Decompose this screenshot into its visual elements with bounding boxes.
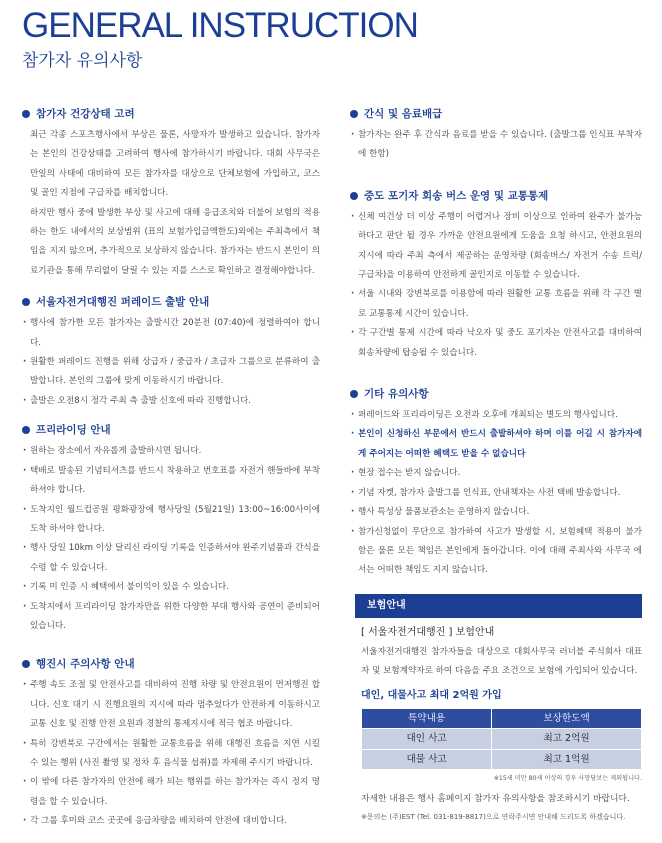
insurance-contact: ※문의는 (주)EST (Tel. 031-819-8817)으로 연락주시면 안내해 드리도록 하겠습니다. [361, 813, 626, 822]
parade-list [22, 314, 320, 411]
paragraph: 최근 각종 스포츠행사에서 부상은 물론, 사망자가 발생하고 있습니다. 참가자는 본인의 건강상태를 고려하여 행사에 참가하시기 바랍니다. 대회 사무국은 만일의 사태에 대비하여 모든 참가자를 대상으로 단체보험에 가입하고, 코스 및 골인 지점에 구급차를 배치합니다. [30, 130, 320, 199]
list-item: · 행사 당일 10km 이상 달리신 라이딩 기록을 인증하셔야 완주기념품과 간식을 수령 할 수 있습니다. [22, 539, 320, 578]
section-heading-health [22, 104, 320, 124]
insurance-section [355, 594, 642, 825]
paragraph: 하지만 행사 중에 발생한 부상 및 사고에 대해 응급조치와 더불어 보험의 적용 하는 한도 내에서의 보상범위 (표의 보험가입금액한도)외에는 주최측에서 책임을 지지 않으며, 추가적으로 보상하지 않습니다. 참가자는 반드시 본인이 의료기관을 통해 무리없이 달릴 수 있는 지를 스스로 확인하고 결정해야합니다. [30, 207, 320, 276]
table-cell: 최고 1억원 [492, 749, 642, 769]
return-bus-list [350, 208, 642, 363]
right-column [350, 104, 642, 581]
list-item: · 도착지에서 프리라이딩 참가자만을 위한 다양한 부대 행사와 공연이 준비되어 있습니다. [22, 598, 320, 637]
page-subtitle: 참가자 유의사항 [22, 51, 143, 71]
bullet-dot-icon [350, 390, 358, 398]
list-item: · 행사 특성상 물품보관소는 운영하지 않습니다. [350, 503, 642, 522]
march-caution-list [22, 676, 320, 831]
section-heading-snacks [350, 104, 642, 124]
section-heading-text: 참가자 건강상태 고려 [36, 108, 135, 120]
insurance-more-info: 자세한 내용은 행사 홈페이지 참가자 유의사항을 참조하시기 바랍니다. [361, 794, 630, 805]
table-row [362, 749, 642, 769]
insurance-note: ※15세 미만 80세 이상의 경우 사망담보는 제외됩니다. [493, 775, 642, 783]
list-item: · 주행 속도 조절 및 안전사고를 대비하여 진행 차량 및 안전요원이 먼저행진 합니다. 신호 대기 시 진행요원의 지시에 따라 멈추었다가 안전하게 이동하시고 교통 신호 및 진행 안전 요원과 경찰의 통제지시에 적극 협조 바랍니다. [22, 676, 320, 734]
list-item: · 참가자는 완주 후 간식과 음료를 받을 수 있습니다. (출발그룹 인식표 부착자에 한함) [350, 126, 642, 165]
table-header-cell: 특약내용 [362, 708, 492, 728]
list-item: · 퍼레이드와 프리라이딩은 오전과 오후에 개최되는 별도의 행사입니다. [350, 406, 642, 425]
section-heading-text: 간식 및 음료배급 [364, 108, 443, 120]
list-item: · 원하는 장소에서 자유롭게 출발하시면 됩니다. [22, 442, 320, 461]
list-item: · 이 밖에 다른 참가자의 안전에 해가 되는 행위를 하는 참가자는 즉시 정지 명령을 할 수 있습니다. [22, 773, 320, 812]
table-cell: 대물 사고 [362, 749, 492, 769]
list-item: · 출발은 오전8시 정각 주최 측 출발 신호에 따라 진행합니다. [22, 392, 320, 411]
table-header-row [362, 708, 642, 728]
insurance-table [361, 708, 642, 770]
section-heading-text: 기타 유의사항 [364, 388, 429, 401]
insurance-subtitle: [ 서울자전거대행진 ] 보험안내 [361, 627, 495, 638]
list-item: · 신체 여건상 더 이상 주행이 어렵거나 장비 이상으로 인하여 완주가 불가능 하다고 판단 될 경우 가까운 안전요원에게 도움을 요청 하시고, 안전요원의 지시에 따라 주최 측에서 제공하는 운영차량 (회송버스/ 자전거 수송 트럭/ 구급차)을 이용하여 안전하게 골인지로 이동할 수 있습니다. [350, 208, 642, 286]
section-heading-text: 서울자전거대행진 퍼레이드 출발 안내 [36, 296, 210, 309]
table-header-cell: 보상한도액 [492, 708, 642, 728]
table-cell: 대인 사고 [362, 729, 492, 749]
section-heading-free-riding [22, 420, 320, 440]
section-heading-text: 행진시 주의사항 안내 [36, 658, 135, 671]
list-item: · 택배로 발송된 기념티셔츠를 반드시 착용하고 번호표를 자전거 핸들바에 부착 하셔야 합니다. [22, 462, 320, 501]
insurance-bar: 보험안내 [355, 594, 642, 618]
list-item: · 도착지인 월드컵공원 평화광장에 행사당일 (5월21일) 13:00~16:00사이에 도착 하셔야 합니다. [22, 501, 320, 540]
list-item: · 각 구간별 통제 시간에 따라 낙오자 및 중도 포기자는 안전사고를 대비하여 회송차량에 탑승될 수 있습니다. [350, 324, 642, 363]
bullet-dot-icon [350, 110, 358, 118]
section-heading-other [350, 384, 642, 404]
bullet-dot-icon [22, 426, 30, 434]
section-heading-text: 프리라이딩 안내 [36, 424, 111, 437]
snacks-list [350, 126, 642, 165]
list-item-highlight: · 본인이 신청하신 부문에서 반드시 출발하셔야 하며 이를 어길 시 참가자에게 주어지는 어떠한 혜택도 받을 수 없습니다 [350, 425, 642, 464]
list-item: · 원활한 퍼레이드 진행을 위해 상급자 / 중급자 / 초급자 그룹으로 분류하여 출발합니다. 본인의 그룹에 맞게 이동하시기 바랍니다. [22, 353, 320, 392]
other-notes-list [350, 406, 642, 581]
section-heading-text: 중도 포기자 회송 버스 운영 및 교통통제 [364, 189, 549, 202]
bullet-dot-icon [350, 192, 358, 200]
free-riding-list [22, 442, 320, 636]
list-item: · 현장 접수는 받지 않습니다. [350, 464, 642, 483]
left-column [22, 104, 320, 832]
list-item: · 기록 미 인증 시 혜택에서 불이익이 있을 수 있습니다. [22, 578, 320, 597]
insurance-coverage-title: 대인, 대물사고 최대 2억원 가입 [361, 689, 502, 701]
insurance-description: 서울자전거대행진 참가자들을 대상으로 대회사무국 러너블 주식회사 대표자 및 보험계약자로 하여 다음을 주요 조건으로 보험에 가입되어 있습니다. [361, 647, 642, 677]
bullet-dot-icon [22, 298, 30, 306]
section-heading-parade [22, 292, 320, 312]
table-cell: 최고 2억원 [492, 729, 642, 749]
list-item: · 기념 자켓, 참가자 출발그룹 인식표, 안내책자는 사전 택배 발송합니다. [350, 484, 642, 503]
bullet-dot-icon [22, 110, 30, 118]
page-title: GENERAL INSTRUCTION [22, 6, 418, 45]
table-row [362, 729, 642, 749]
section-heading-return-bus [350, 186, 642, 206]
list-item: · 각 그룹 후미와 코스 곳곳에 응급차량을 배치하여 안전에 대비합니다. [22, 812, 320, 831]
bullet-dot-icon [22, 660, 30, 668]
list-item: · 서울 시내와 강변북로를 이용함에 따라 원활한 교통 흐름을 위해 각 구간 별로 교통통제 시간이 있습니다. [350, 285, 642, 324]
list-item: · 특히 강변북로 구간에서는 원활한 교통흐름을 위해 대행진 흐름을 지연 시킬 수 있는 행위 (사진 촬영 및 정차 후 음식물 섭취)를 자제해 주시기 바랍니다. [22, 735, 320, 774]
section-heading-march-caution [22, 654, 320, 674]
list-item: · 행사에 참가한 모든 참가자는 출발시간 20분전 (07:40)에 정렬하여야 합니다. [22, 314, 320, 353]
list-item: · 참가신청없이 무단으로 참가하여 사고가 발생할 시, 보험혜택 적용이 불가 함은 물론 모든 책임은 본인에게 돌아갑니다. 이에 대해 주최사와 사무국 에서는 어떠한 책임도 지지 않습니다. [350, 523, 642, 581]
